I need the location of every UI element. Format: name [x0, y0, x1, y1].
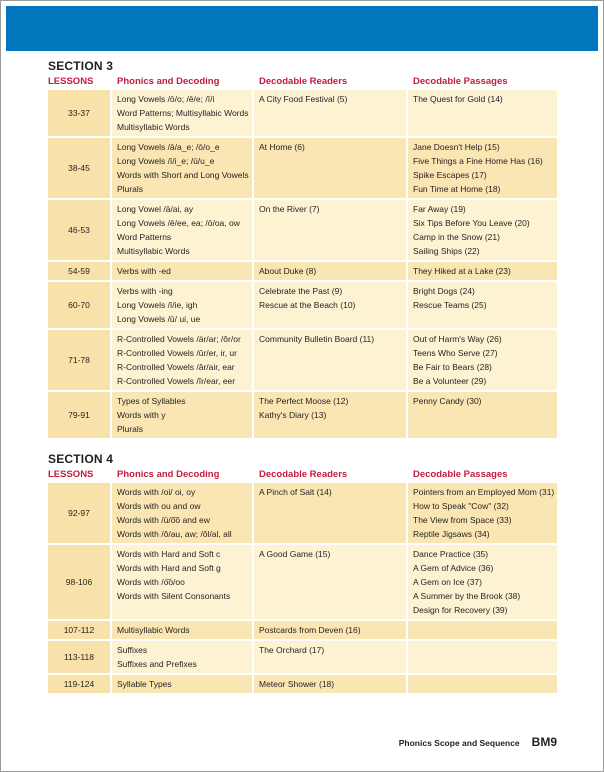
cell-line: Meteor Shower (18) — [259, 679, 335, 689]
cell-line: Jane Doesn't Help (15) — [413, 142, 500, 152]
cell-line: Rescue at the Beach (10) — [259, 300, 356, 310]
column-header-lessons: LESSONS — [48, 469, 94, 480]
cell-line: Long Vowels /ā/a_e; /ō/o_e — [117, 142, 220, 152]
lessons-cell — [48, 282, 110, 328]
phonics-cell — [112, 641, 252, 673]
column-header-phonics: Phonics and Decoding — [117, 469, 220, 480]
cell-line: R-Controlled Vowels /îr/ear, eer — [117, 376, 236, 386]
phonics-cell — [112, 138, 252, 198]
section-3-rows — [48, 90, 557, 438]
cell-line: They Hiked at a Lake (23) — [413, 266, 511, 276]
cell-line: Penny Candy (30) — [413, 396, 482, 406]
decodable-readers-cell — [254, 282, 406, 328]
decodable-passages-cell — [408, 262, 557, 280]
decodable-readers-cell — [254, 675, 406, 693]
decodable-passages-cell — [408, 200, 557, 260]
lessons-range: 46-53 — [68, 225, 90, 235]
decodable-readers-cell — [254, 262, 406, 280]
lessons-cell — [48, 200, 110, 260]
decodable-readers-cell — [254, 545, 406, 619]
phonics-cell — [112, 392, 252, 438]
decodable-readers-cell — [254, 330, 406, 390]
cell-line: Types of Syllables — [117, 396, 186, 406]
cell-line: Words with /ô/au, aw; /ôl/al, all — [117, 529, 232, 539]
cell-line: Dance Practice (35) — [413, 549, 489, 559]
decodable-readers-cell — [254, 641, 406, 673]
phonics-cell — [112, 483, 252, 543]
cell-line: About Duke (8) — [259, 266, 317, 276]
column-header-readers: Decodable Readers — [259, 76, 348, 87]
cell-line: Words with Hard and Soft c — [117, 549, 221, 559]
lessons-range: 119-124 — [63, 679, 95, 689]
cell-line: R-Controlled Vowels /ûr/er, ir, ur — [117, 348, 237, 358]
decodable-readers-cell — [254, 90, 406, 136]
table-row — [48, 90, 557, 136]
decodable-passages-cell — [408, 138, 557, 198]
table-row — [48, 138, 557, 198]
decodable-passages-cell — [408, 392, 557, 438]
cell-line: Be a Volunteer (29) — [413, 376, 487, 386]
cell-line: A City Food Festival (5) — [259, 94, 348, 104]
lessons-cell — [48, 262, 110, 280]
section-4 — [48, 452, 557, 693]
cell-line: Words with Silent Consonants — [117, 591, 231, 601]
cell-line: Pointers from an Employed Mom (31) — [413, 487, 555, 497]
cell-line: A Summer by the Brook (38) — [413, 591, 521, 601]
table-row — [48, 262, 557, 280]
cell-line: Word Patterns; Multisyllabic Words — [117, 108, 249, 118]
table-row — [48, 200, 557, 260]
footer-page-number: BM9 — [531, 735, 557, 749]
cell-line: Words with /oi/ oi, oy — [117, 487, 196, 497]
phonics-cell — [112, 200, 252, 260]
lessons-cell — [48, 330, 110, 390]
page-content — [1, 51, 603, 693]
table-row — [48, 641, 557, 673]
lessons-range: 98-106 — [65, 577, 93, 587]
cell-line: Long Vowels /ō/o; /ē/e; /ī/i — [117, 94, 215, 104]
cell-line: Words with ou and ow — [117, 501, 201, 511]
lessons-cell — [48, 621, 110, 639]
cell-line: Multisyllabic Words — [117, 625, 190, 635]
cell-line: The Orchard (17) — [259, 645, 325, 655]
column-header-passages: Decodable Passages — [413, 469, 508, 480]
cell-line: Celebrate the Past (9) — [259, 286, 343, 296]
table-row — [48, 545, 557, 619]
lessons-range: 79-91 — [68, 410, 90, 420]
lessons-cell — [48, 138, 110, 198]
cell-line: Verbs with -ed — [117, 266, 171, 276]
cell-line: The Quest for Gold (14) — [413, 94, 503, 104]
lessons-cell — [48, 545, 110, 619]
lessons-range: 38-45 — [68, 163, 90, 173]
cell-line: Words with /ū/o͞o and ew — [117, 515, 210, 525]
cell-line: Kathy's Diary (13) — [259, 410, 327, 420]
decodable-passages-cell — [408, 483, 557, 543]
column-header-lessons: LESSONS — [48, 76, 94, 87]
table-row — [48, 483, 557, 543]
column-header-phonics: Phonics and Decoding — [117, 76, 220, 87]
column-headers — [48, 469, 557, 480]
cell-line: Suffixes and Prefixes — [117, 659, 197, 669]
cell-line: Word Patterns — [117, 232, 172, 242]
cell-line: The View from Space (33) — [413, 515, 512, 525]
cell-line: R-Controlled Vowels /är/ar; /ôr/or — [117, 334, 241, 344]
cell-line: How to Speak "Cow" (32) — [413, 501, 509, 511]
cell-line: Long Vowels /ē/ee, ea; /ō/oa, ow — [117, 218, 240, 228]
cell-line: Suffixes — [117, 645, 148, 655]
section-4-rows — [48, 483, 557, 693]
decodable-passages-cell — [408, 330, 557, 390]
cell-line: Spike Escapes (17) — [413, 170, 487, 180]
cell-line: Sailing Ships (22) — [413, 246, 480, 256]
cell-line: Words with Short and Long Vowels — [117, 170, 249, 180]
cell-line: Community Bulletin Board (11) — [259, 334, 375, 344]
lessons-range: 92-97 — [68, 508, 90, 518]
cell-line: Long Vowels /ū/ ui, ue — [117, 314, 201, 324]
decodable-passages-cell — [408, 282, 557, 328]
cell-line: Camp in the Snow (21) — [413, 232, 500, 242]
lessons-range: 107-112 — [63, 625, 95, 635]
page-footer — [399, 735, 557, 749]
phonics-cell — [112, 262, 252, 280]
phonics-cell — [112, 330, 252, 390]
cell-line: A Gem on Ice (37) — [413, 577, 482, 587]
decodable-readers-cell — [254, 621, 406, 639]
cell-line: Plurals — [117, 184, 143, 194]
table-row — [48, 675, 557, 693]
cell-line: A Good Game (15) — [259, 549, 331, 559]
lessons-cell — [48, 675, 110, 693]
decodable-passages-cell — [408, 90, 557, 136]
cell-line: Design for Recovery (39) — [413, 605, 508, 615]
phonics-cell — [112, 282, 252, 328]
lessons-range: 54-59 — [68, 266, 90, 276]
table-row — [48, 282, 557, 328]
decodable-passages-cell — [408, 641, 557, 673]
decodable-readers-cell — [254, 483, 406, 543]
decodable-passages-cell — [408, 675, 557, 693]
cell-line: Syllable Types — [117, 679, 172, 689]
cell-line: Rescue Teams (25) — [413, 300, 487, 310]
cell-line: Far Away (19) — [413, 204, 466, 214]
column-headers — [48, 76, 557, 87]
phonics-cell — [112, 545, 252, 619]
section-3 — [48, 59, 557, 438]
footer-title: Phonics Scope and Sequence — [398, 738, 520, 748]
cell-line: Plurals — [117, 424, 143, 434]
header-bar — [6, 6, 598, 51]
section-title: SECTION 3 — [48, 59, 114, 73]
cell-line: Fun Time at Home (18) — [413, 184, 501, 194]
lessons-range: 113-118 — [64, 652, 94, 662]
cell-line: Long Vowels /ī/ie, igh — [117, 300, 198, 310]
table-row — [48, 621, 557, 639]
decodable-readers-cell — [254, 392, 406, 438]
cell-line: Out of Harm's Way (26) — [413, 334, 502, 344]
decodable-passages-cell — [408, 621, 557, 639]
section-title: SECTION 4 — [48, 452, 114, 466]
cell-line: Multisyllabic Words — [117, 246, 190, 256]
lessons-range: 33-37 — [68, 108, 90, 118]
cell-line: Six Tips Before You Leave (20) — [413, 218, 530, 228]
lessons-cell — [48, 641, 110, 673]
cell-line: Bright Dogs (24) — [413, 286, 475, 296]
cell-line: Reptile Jigsaws (34) — [413, 529, 490, 539]
cell-line: R-Controlled Vowels /âr/air, ear — [117, 362, 235, 372]
decodable-passages-cell — [408, 545, 557, 619]
phonics-cell — [112, 675, 252, 693]
cell-line: The Perfect Moose (12) — [259, 396, 349, 406]
table-row — [48, 392, 557, 438]
lessons-cell — [48, 90, 110, 136]
cell-line: On the River (7) — [259, 204, 320, 214]
cell-line: At Home (6) — [259, 142, 305, 152]
lessons-range: 71-78 — [68, 355, 90, 365]
cell-line: Teens Who Serve (27) — [413, 348, 498, 358]
cell-line: Long Vowel /ā/ai, ay — [117, 204, 194, 214]
cell-line: Multisyllabic Words — [117, 122, 190, 132]
decodable-readers-cell — [254, 200, 406, 260]
cell-line: Words with Hard and Soft g — [117, 563, 221, 573]
cell-line: Words with y — [117, 410, 166, 420]
decodable-readers-cell — [254, 138, 406, 198]
cell-line: Five Things a Fine Home Has (16) — [413, 156, 543, 166]
cell-line: Long Vowels /ī/i_e; /ū/u_e — [117, 156, 215, 166]
phonics-cell — [112, 90, 252, 136]
cell-line: Words with /o͝o/oo — [117, 577, 185, 587]
cell-line: A Gem of Advice (36) — [413, 563, 494, 573]
lessons-cell — [48, 483, 110, 543]
cell-line: Be Fair to Bears (28) — [413, 362, 492, 372]
lessons-range: 60-70 — [68, 300, 90, 310]
cell-line: Postcards from Deven (16) — [259, 625, 361, 635]
phonics-cell — [112, 621, 252, 639]
column-header-passages: Decodable Passages — [413, 76, 508, 87]
lessons-cell — [48, 392, 110, 438]
cell-line: Verbs with -ing — [117, 286, 173, 296]
cell-line: A Pinch of Salt (14) — [259, 487, 332, 497]
table-row — [48, 330, 557, 390]
column-header-readers: Decodable Readers — [259, 469, 348, 480]
